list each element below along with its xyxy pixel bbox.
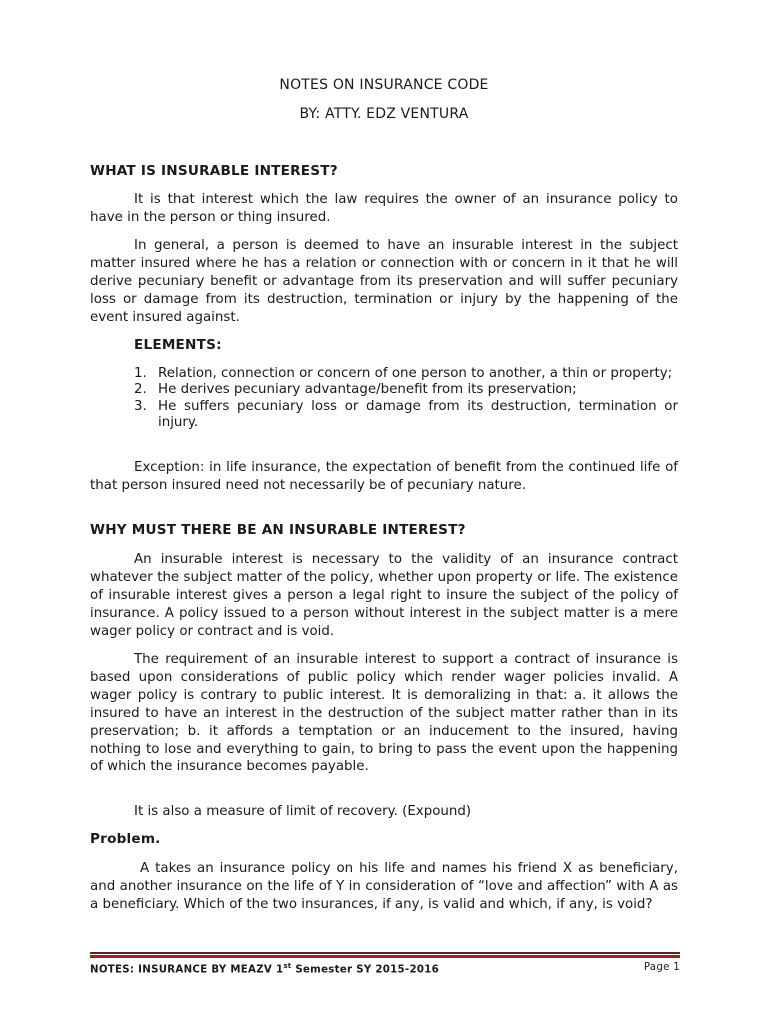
list-item-text: Relation, connection or concern of one person to another, a thin or property; [158,366,673,381]
paragraph-public-policy: The requirement of an insurable interest to support a contract of insurance is based upon considerations of public policy which render wager policies invalid. A wager policy is contrary to public interest. It is demoralizing in that: a. it allows the insured to have an interest in the destruction of the subject matter rather than in its preservation; b. it affords a temptation or an inducement to the insured, having nothing to lose and everything to gain, to bring to pass the event upon the happening of which the insurance becomes payable. [90,652,678,775]
problem-heading: Problem. [90,831,161,847]
list-item-number: 2. [134,382,147,398]
paragraph-general: In general, a person is deemed to have an insurable interest in the subject matter insured where he has a relation or connection with or concern in it that he will derive pecuniary benefit or advantage from its preservation and will suffer pecuniary loss or damage from its destruction, termination or injury by the happening of the event insured against. [90,238,678,325]
section-heading-insurable-interest: WHAT IS INSURABLE INTEREST? [90,163,338,179]
paragraph-definition: It is that interest which the law requires the owner of an insurance policy to have in the person or thing insured. [90,192,678,225]
paragraph-measure: It is also a measure of limit of recovery. (Expound) [134,804,472,819]
list-item-number: 3. [134,398,147,414]
footer-notes-suffix: Semester SY 2015-2016 [291,964,439,976]
list-item-text: He suffers pecuniary loss or damage from its destruction, termination or injury. [158,398,678,431]
page-number: Page 1 [643,962,680,973]
footer-divider-accent [90,955,680,958]
elements-list [134,366,678,432]
footer-notes-prefix: NOTES: INSURANCE BY MEAZV 1 [90,964,284,976]
footer-divider [90,952,680,954]
document-title: NOTES ON INSURANCE CODE [279,77,489,93]
footer-notes [90,962,439,975]
elements-heading: ELEMENTS: [134,337,222,353]
list-item [134,366,678,382]
paragraph-problem: A takes an insurance policy on his life and names his friend X as beneficiary, and another insurance on the life of Y in consideration of “love and affection” with A as a beneficiary. Which of the two insurances, if any, is valid and which, if any, is void? [90,861,678,912]
document-author: BY: ATTY. EDZ VENTURA [299,106,469,122]
paragraph-exception: Exception: in life insurance, the expectation of benefit from the continued life of that person insured need not necessarily be of pecuniary nature. [90,460,678,493]
list-item [134,399,678,432]
list-item-text: He derives pecuniary advantage/benefit from its preservation; [158,382,577,398]
footer-notes-sup: st [283,962,292,970]
list-item-number: 1. [134,366,147,381]
section-heading-why-insurable-interest: WHY MUST THERE BE AN INSURABLE INTEREST? [90,522,466,538]
list-item [134,382,678,398]
paragraph-necessity: An insurable interest is necessary to the validity of an insurance contract whatever the subject matter of the policy, whether upon property or life. The existence of insurable interest gives a person a legal right to insure the subject of the policy of insurance. A policy issued to a person without interest in the subject matter is a mere wager policy or contract and is void. [90,552,678,639]
